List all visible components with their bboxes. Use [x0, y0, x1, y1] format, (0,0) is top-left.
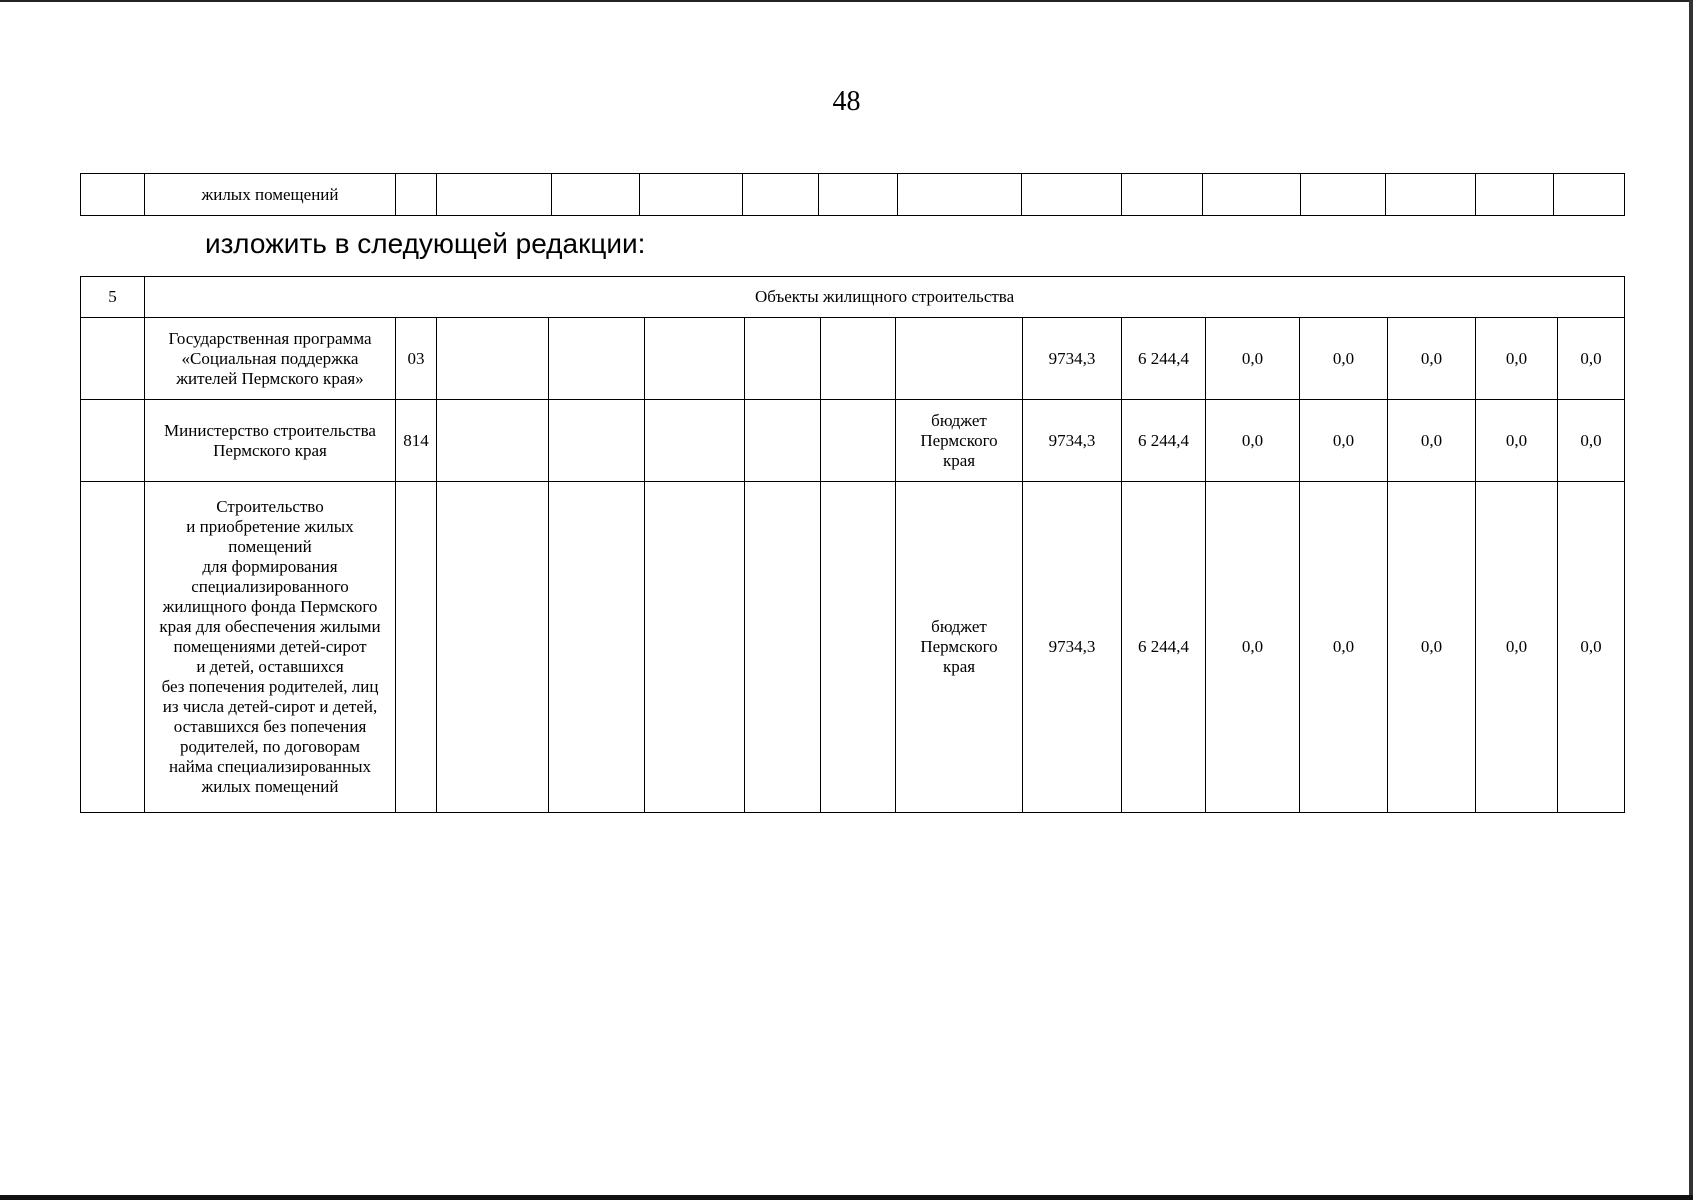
name-line: специализированного — [191, 577, 349, 596]
table-cell — [821, 482, 896, 813]
name-line: родителей, по договорам — [179, 737, 361, 756]
table-cell — [743, 174, 819, 216]
table-cell — [1203, 174, 1301, 216]
name-line: «Социальная поддержка — [181, 348, 359, 368]
table-cell — [1476, 174, 1554, 216]
table-cell — [549, 400, 645, 482]
value-cell: 0,0 — [1558, 400, 1625, 482]
name-line: найма специализированных — [168, 757, 372, 776]
value-cell: 0,0 — [1388, 482, 1476, 813]
table-cell — [821, 318, 896, 400]
value-cell: 9734,3 — [1023, 318, 1122, 400]
table-cell — [81, 400, 145, 482]
funding-source — [896, 318, 1023, 400]
table-cell — [1554, 174, 1625, 216]
value-cell: 6 244,4 — [1122, 482, 1206, 813]
section-header-row — [81, 277, 1625, 318]
row-code: 814 — [396, 400, 437, 482]
value-cell: 0,0 — [1476, 400, 1558, 482]
section-number: 5 — [81, 277, 145, 318]
row-code — [396, 482, 437, 813]
table-cell — [1386, 174, 1476, 216]
row-name — [145, 318, 396, 400]
table-cell — [745, 482, 821, 813]
name-line: для формирования — [202, 557, 338, 576]
row-name — [145, 400, 396, 482]
table-cell — [1122, 174, 1203, 216]
table-cell — [437, 400, 549, 482]
table-row — [81, 400, 1625, 482]
source-line: края — [942, 450, 976, 470]
source-line: бюджет — [931, 617, 987, 636]
scan-top-edge — [0, 0, 1693, 2]
table-cell — [1022, 174, 1122, 216]
table-cell — [437, 318, 549, 400]
table-cell — [81, 318, 145, 400]
table-cell — [645, 400, 745, 482]
value-cell: 6 244,4 — [1122, 318, 1206, 400]
page-number: 48 — [832, 86, 861, 117]
value-cell: 0,0 — [1206, 318, 1300, 400]
table-cell — [81, 482, 145, 813]
table-cell — [745, 400, 821, 482]
table-row — [81, 482, 1625, 813]
table-cell — [645, 318, 745, 400]
value-cell: 0,0 — [1388, 400, 1476, 482]
name-line: и приобретение жилых — [186, 517, 354, 536]
section-title: Объекты жилищного строительства — [145, 277, 1625, 318]
scan-bottom-edge — [0, 1195, 1693, 1200]
source-line: Пермского — [920, 637, 998, 656]
value-cell: 0,0 — [1388, 318, 1476, 400]
value-cell: 0,0 — [1300, 482, 1388, 813]
name-line: из числа детей-сирот и детей, — [162, 697, 378, 716]
table-row — [81, 318, 1625, 400]
source-line: Пермского — [920, 430, 998, 450]
row-name — [145, 482, 396, 813]
previous-row-label: жилых помещений — [145, 174, 396, 216]
name-line: Строительство — [216, 497, 324, 516]
value-cell: 9734,3 — [1023, 400, 1122, 482]
row-code: 03 — [396, 318, 437, 400]
name-line: без попечения родителей, лиц — [161, 677, 379, 696]
value-cell: 0,0 — [1300, 400, 1388, 482]
name-line: жителей Пермского края» — [176, 368, 364, 388]
table-cell — [549, 318, 645, 400]
value-cell: 0,0 — [1476, 318, 1558, 400]
name-line: Министерство строительства — [164, 420, 376, 440]
instruction-text: изложить в следующей редакции: — [205, 228, 646, 259]
table-cell — [898, 174, 1022, 216]
value-cell: 0,0 — [1558, 482, 1625, 813]
table-cell — [821, 400, 896, 482]
table-cell — [437, 482, 549, 813]
table-cell — [640, 174, 743, 216]
name-line: Пермского края — [213, 440, 327, 460]
name-line: помещений — [228, 537, 312, 556]
table-cell — [396, 174, 437, 216]
value-cell: 6 244,4 — [1122, 400, 1206, 482]
source-line: бюджет — [931, 410, 987, 430]
name-line: Государственная программа — [168, 328, 372, 348]
table-cell — [549, 482, 645, 813]
value-cell: 9734,3 — [1023, 482, 1122, 813]
main-table — [80, 276, 1625, 813]
name-line: края для обеспечения жилыми — [159, 617, 381, 636]
table-cell — [645, 482, 745, 813]
name-line: жилищного фонда Пермского — [162, 597, 378, 616]
value-cell: 0,0 — [1558, 318, 1625, 400]
funding-source — [896, 482, 1023, 813]
value-cell: 0,0 — [1206, 482, 1300, 813]
table-cell — [437, 174, 552, 216]
value-cell: 0,0 — [1300, 318, 1388, 400]
name-line: помещениями детей-сирот — [173, 637, 367, 656]
source-line: края — [942, 657, 976, 676]
table-cell — [745, 318, 821, 400]
scan-right-edge — [1689, 0, 1693, 1200]
table-cell — [819, 174, 898, 216]
name-line: оставшихся без попечения — [173, 717, 367, 736]
name-line: жилых помещений — [201, 777, 339, 796]
table-cell — [1301, 174, 1386, 216]
previous-table-fragment — [80, 173, 1625, 216]
table-cell — [552, 174, 640, 216]
table-row — [81, 174, 1625, 216]
value-cell: 0,0 — [1206, 400, 1300, 482]
table-cell — [81, 174, 145, 216]
value-cell: 0,0 — [1476, 482, 1558, 813]
name-line: и детей, оставшихся — [196, 657, 344, 676]
funding-source — [896, 400, 1023, 482]
